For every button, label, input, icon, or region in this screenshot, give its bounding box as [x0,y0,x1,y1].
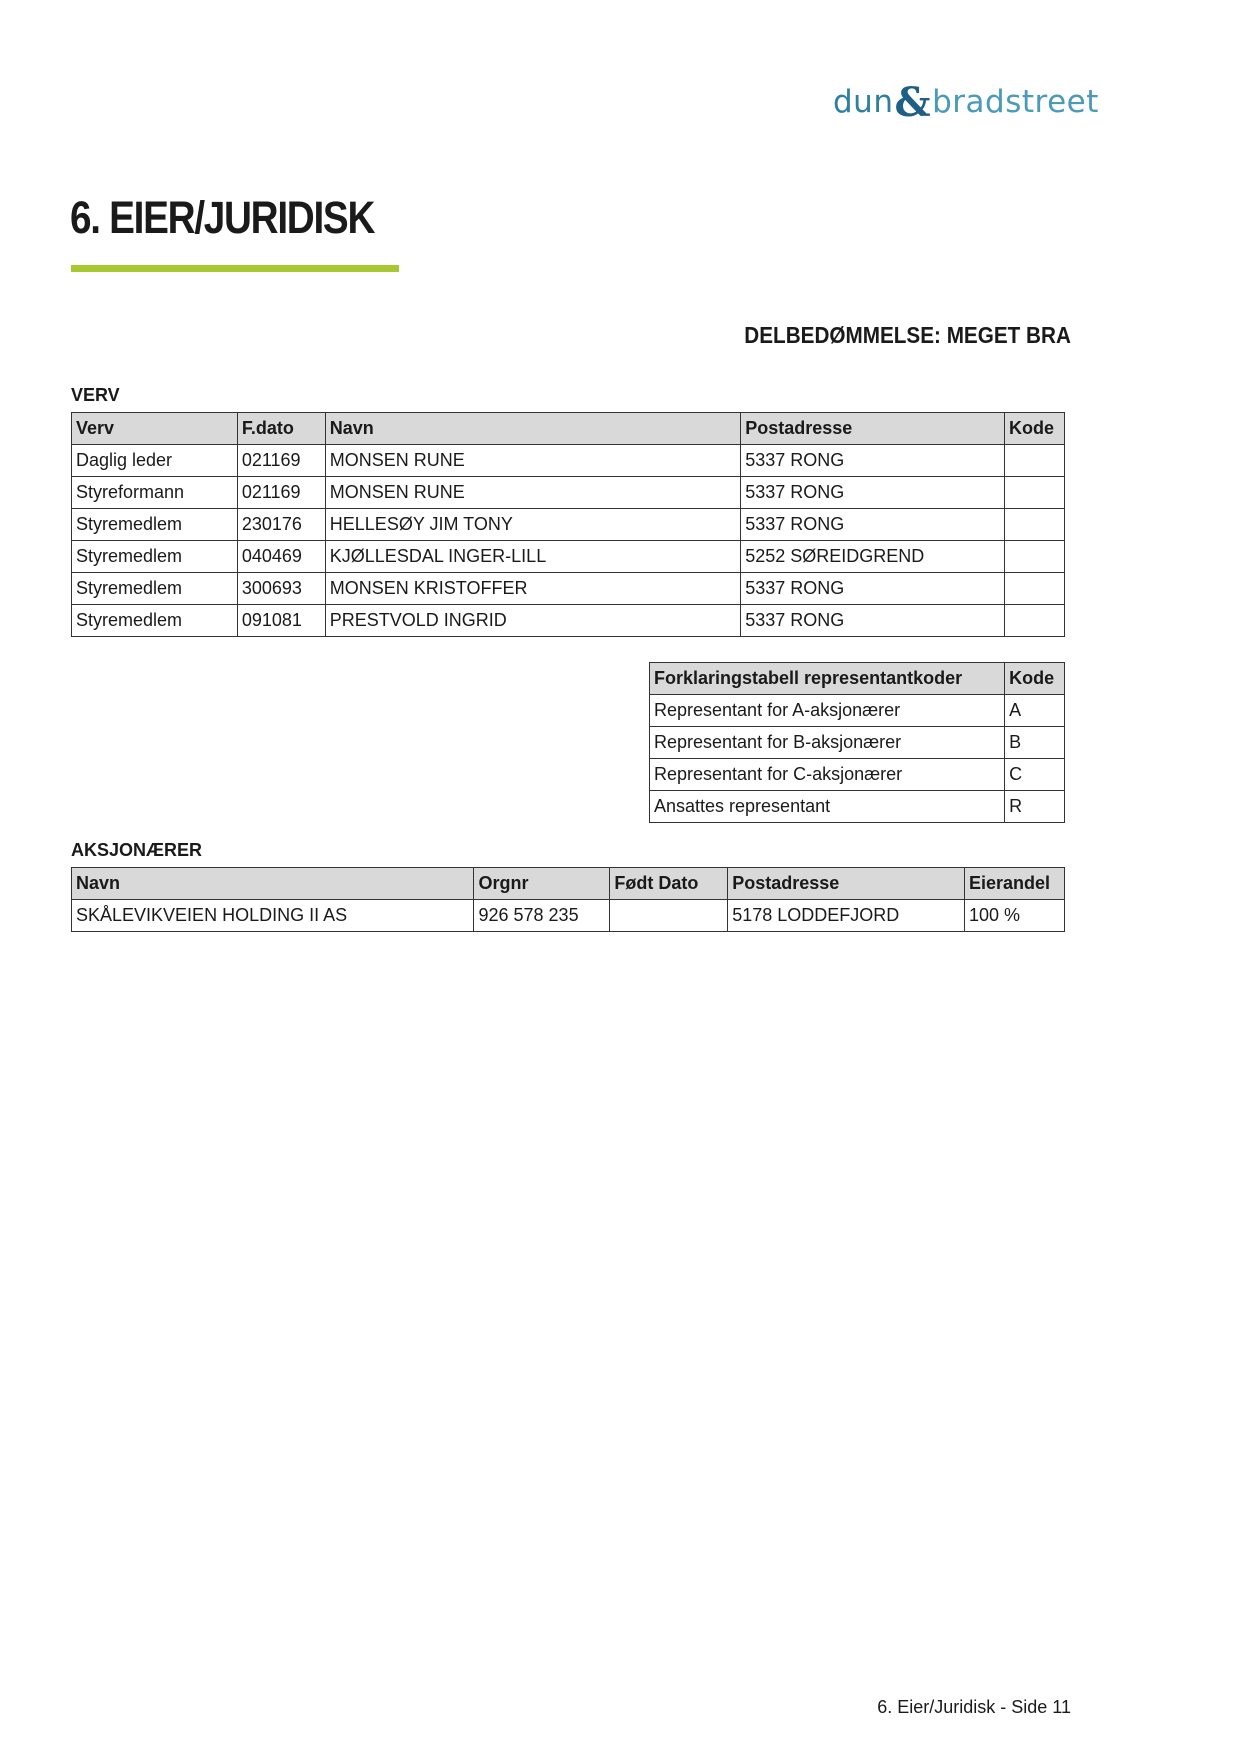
logo-ampersand: & [894,78,932,126]
table-cell: KJØLLESDAL INGER-LILL [325,541,740,573]
column-header: Født Dato [610,868,728,900]
table-row [650,791,1065,823]
table-cell: 100 % [965,900,1065,932]
table-cell: Styremedlem [72,541,238,573]
table-row [72,509,1065,541]
table-cell: 021169 [237,477,325,509]
table-cell: 5337 RONG [741,573,1005,605]
table-cell [1004,573,1064,605]
table-cell: Representant for C-aksjonærer [650,759,1005,791]
logo-word-bradstreet: bradstreet [932,84,1099,120]
column-header: Verv [72,413,238,445]
aksjonaerer-header-row [72,868,1065,900]
table-cell [1004,509,1064,541]
aksjonaerer-table [71,867,1065,932]
page-footer: 6. Eier/Juridisk - Side 11 [877,1697,1071,1717]
column-header: Postadresse [741,413,1005,445]
table-cell: Representant for A-aksjonærer [650,695,1005,727]
table-cell: 021169 [237,445,325,477]
table-cell [1004,445,1064,477]
table-cell: R [1005,791,1065,823]
table-cell: HELLESØY JIM TONY [325,509,740,541]
column-header: Postadresse [728,868,965,900]
table-cell [1004,541,1064,573]
table-row [650,727,1065,759]
column-header: Eierandel [965,868,1065,900]
table-cell: Styremedlem [72,605,238,637]
table-cell: 040469 [237,541,325,573]
table-cell: Representant for B-aksjonærer [650,727,1005,759]
table-cell: C [1005,759,1065,791]
table-cell: 5252 SØREIDGREND [741,541,1005,573]
table-row [72,477,1065,509]
verv-table [71,412,1065,637]
table-cell: 5337 RONG [741,477,1005,509]
table-cell: 5337 RONG [741,605,1005,637]
column-header: Navn [72,868,474,900]
column-header: F.dato [237,413,325,445]
table-row [72,605,1065,637]
table-cell: 5337 RONG [741,509,1005,541]
rating-heading: DELBEDØMMELSE: MEGET BRA [744,322,1071,348]
verv-heading: VERV [71,385,120,405]
table-cell: 5178 LODDEFJORD [728,900,965,932]
aksjonaerer-heading: AKSJONÆRER [71,840,203,860]
table-cell [1004,477,1064,509]
page-title: 6. EIER/JURIDISK [70,192,375,243]
dun-bradstreet-logo [833,78,1099,126]
table-cell: 5337 RONG [741,445,1005,477]
codes-table [649,662,1065,823]
column-header: Orgnr [474,868,610,900]
table-cell: B [1005,727,1065,759]
table-row [72,541,1065,573]
table-row [650,695,1065,727]
column-header: Navn [325,413,740,445]
table-cell: MONSEN RUNE [325,477,740,509]
codes-header-row [650,663,1065,695]
logo-word-dun: dun [833,84,894,120]
table-cell: 091081 [237,605,325,637]
table-row [72,445,1065,477]
table-cell: 926 578 235 [474,900,610,932]
table-cell: PRESTVOLD INGRID [325,605,740,637]
title-underline [71,265,399,272]
column-header: Kode [1005,663,1065,695]
table-cell: 230176 [237,509,325,541]
column-header: Forklaringstabell representantkoder [650,663,1005,695]
table-cell [1004,605,1064,637]
table-row [650,759,1065,791]
table-cell: Styreformann [72,477,238,509]
column-header: Kode [1004,413,1064,445]
table-cell: 300693 [237,573,325,605]
table-cell [610,900,728,932]
table-cell: MONSEN KRISTOFFER [325,573,740,605]
table-cell: Daglig leder [72,445,238,477]
table-cell: SKÅLEVIKVEIEN HOLDING II AS [72,900,474,932]
table-cell: MONSEN RUNE [325,445,740,477]
table-cell: A [1005,695,1065,727]
table-row [72,900,1065,932]
table-cell: Styremedlem [72,509,238,541]
verv-header-row [72,413,1065,445]
table-cell: Ansattes representant [650,791,1005,823]
table-cell: Styremedlem [72,573,238,605]
table-row [72,573,1065,605]
